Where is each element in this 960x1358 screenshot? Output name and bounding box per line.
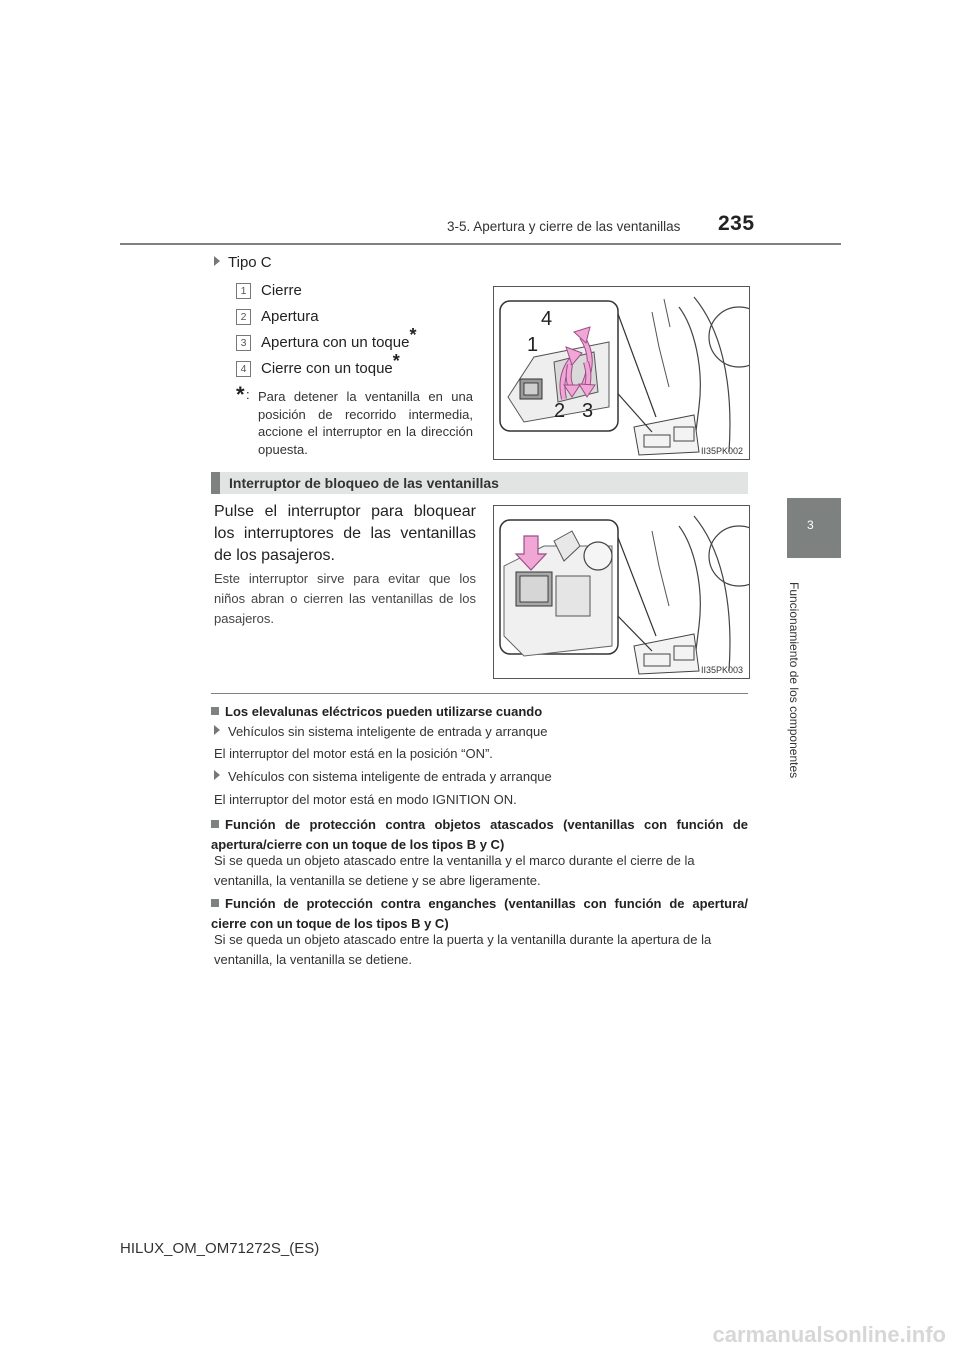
list-item	[236, 351, 400, 377]
callout-1: 1	[527, 334, 539, 356]
lock-instruction: Pulse el interruptor para bloquear los interruptores de las ventanillas de los pasajeros.	[214, 503, 476, 564]
triangle-bullet-icon	[214, 725, 220, 735]
header-rule	[120, 243, 841, 245]
figure-code: II35PK003	[700, 665, 743, 675]
triangle-bullet-icon	[214, 770, 220, 780]
number-badge: 2	[236, 309, 251, 325]
number-badge: 3	[236, 335, 251, 351]
callout-3: 3	[582, 400, 594, 422]
chapter-label-text: Funcionamiento de los componentes	[787, 582, 801, 779]
note-text: Si se queda un objeto atascado entre la puerta y la ventanilla durante la apertura de la ventanilla, la ventanilla se detiene.	[214, 932, 712, 967]
tipo-c-heading	[214, 254, 272, 271]
figure-lock-switch	[493, 505, 750, 679]
notes-divider	[211, 693, 748, 694]
document-id: HILUX_OM_OM71272S_(ES)	[120, 1240, 320, 1257]
callout-2: 2	[554, 400, 566, 422]
tipo-c-label: Tipo C	[228, 254, 272, 271]
item-text: Apertura con un toque	[261, 334, 410, 351]
callout-4: 4	[541, 308, 553, 330]
note-heading	[211, 894, 748, 934]
section-bar-title: Interruptor de bloqueo de las ventanillas	[211, 472, 748, 494]
lock-switch-illustration	[494, 506, 749, 678]
triangle-bullet-icon	[214, 256, 220, 266]
footnote-colon: :	[246, 387, 250, 402]
chapter-number: 3	[807, 518, 814, 532]
number-badge: 1	[236, 283, 251, 299]
number-badge: 4	[236, 361, 251, 377]
note-subheading	[214, 769, 552, 784]
square-bullet-icon	[211, 820, 219, 828]
figure-code: II35PK002	[700, 446, 743, 456]
note-heading-text: Función de protección contra enganches (ventanillas con función de apertura/ cierre con un toque de los tipos B y C)	[211, 896, 748, 931]
list-item	[236, 325, 417, 351]
note-subheading-text: Vehículos con sistema inteligente de entrada y arranque	[228, 769, 552, 784]
section-title: 3-5. Apertura y cierre de las ventanillas	[447, 219, 681, 234]
list-item	[236, 308, 319, 325]
square-bullet-icon	[211, 899, 219, 907]
note-subheading-text: Vehículos sin sistema inteligente de entrada y arranque	[228, 724, 548, 739]
window-switch-illustration	[494, 287, 749, 459]
note-subheading	[214, 724, 547, 739]
square-bullet-icon	[211, 707, 219, 715]
note-text: El interruptor del motor está en la posición “ON”.	[214, 746, 493, 761]
item-text: Cierre con un toque	[261, 360, 393, 377]
note-heading	[211, 704, 542, 719]
note-text: Si se queda un objeto atascado entre la ventanilla y el marco durante el cierre de la ventanilla, la ventanilla se detiene y se abre ligeramente.	[214, 853, 695, 888]
page-number: 235	[718, 212, 755, 235]
footnote-asterisk: *	[236, 382, 245, 407]
lock-explanation: Este interruptor sirve para evitar que los niños abran o cierren las ventanillas de los pasajeros.	[214, 571, 476, 626]
chapter-tab	[787, 498, 841, 558]
asterisk-mark: *	[392, 351, 400, 371]
note-heading	[211, 815, 748, 855]
note-heading-text: Función de protección contra objetos atascados (ventanillas con función de apertura/cierre con un toque de los tipos B y C)	[211, 817, 748, 852]
item-text: Apertura	[261, 308, 319, 325]
note-heading-text: Los elevalunas eléctricos pueden utilizarse cuando	[225, 704, 543, 719]
asterisk-mark: *	[409, 325, 417, 345]
item-text: Cierre	[261, 282, 302, 299]
note-text: El interruptor del motor está en modo IGNITION ON.	[214, 792, 517, 807]
footnote-text: Para detener la ventanilla en una posición de recorrido intermedia, accione el interruptor en la dirección opuesta.	[258, 389, 473, 457]
list-item	[236, 282, 302, 299]
figure-window-switch	[493, 286, 750, 460]
watermark: carmanualsonline.info	[712, 1322, 946, 1347]
